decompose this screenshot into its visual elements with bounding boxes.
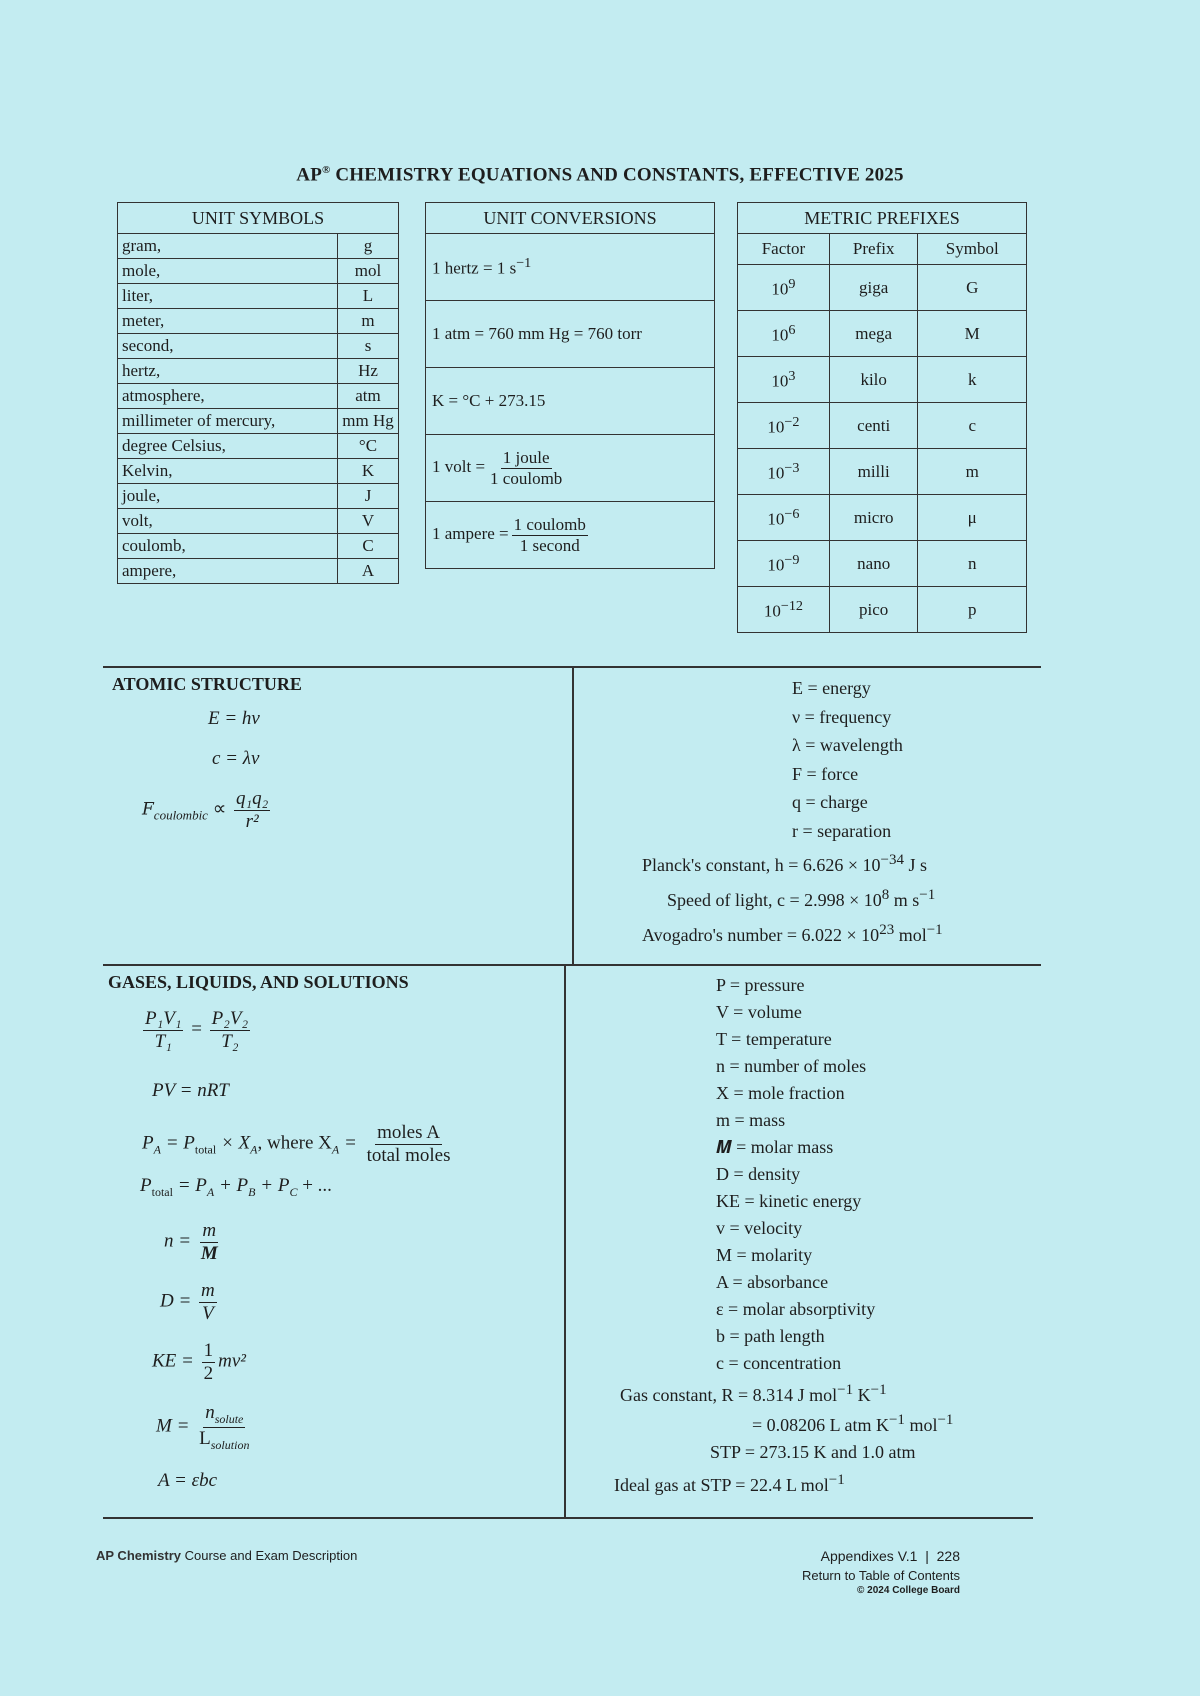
equation-light: c = λν — [212, 748, 260, 769]
unit-conversions-table — [425, 202, 715, 569]
unit-symbol: m — [338, 309, 399, 334]
prefix-name: kilo — [829, 357, 918, 403]
unit-conversions-header: UNIT CONVERSIONS — [426, 203, 715, 234]
unit-row — [118, 384, 399, 409]
unit-row — [118, 259, 399, 284]
atm-conversion: 1 atm = 760 mm Hg = 760 torr — [426, 301, 715, 368]
prefix-row — [738, 403, 1027, 449]
unit-name: millimeter of mercury, — [118, 409, 338, 434]
prefix-factor: $10^6$ — [738, 311, 830, 357]
gas-definition: b = path length — [716, 1326, 825, 1346]
ideal-gas-stp: Ideal gas at STP = 22.4 L mol$^{-1}$ — [614, 1472, 845, 1495]
gas-definition: M = molarity — [716, 1245, 813, 1265]
unit-symbol: A — [338, 559, 399, 584]
atomic-definition: r = separation — [792, 820, 892, 841]
unit-name: joule, — [118, 484, 338, 509]
prefix-name: giga — [829, 265, 918, 311]
gas-constant-1: Gas constant, R = 8.314 J mol$^{-1}$ $K^{-1}$ — [620, 1382, 887, 1405]
page-number: 228 — [936, 1548, 960, 1564]
prefix-symbol: G — [918, 265, 1027, 311]
equation-density: D = $\frac{m}{V}$ — [160, 1280, 215, 1324]
unit-name: liter, — [118, 284, 338, 309]
unit-symbols-table — [117, 202, 399, 584]
prefix-symbol: n — [918, 541, 1027, 587]
footer-page-info: Appendixes V.1 | 228 Return to Table of Contents © 2024 College Board — [801, 1548, 960, 1596]
unit-name: hertz, — [118, 359, 338, 384]
gas-definitions — [716, 972, 875, 1377]
appendix-label: Appendixes V.1 — [820, 1548, 918, 1564]
stp-definition: STP = 273.15 K and 1.0 atm — [710, 1442, 916, 1462]
unit-symbol: atm — [338, 384, 399, 409]
prefix-row — [738, 449, 1027, 495]
hertz-conversion: 1 hertz = 1 $s^{-1}$ — [426, 234, 715, 301]
unit-symbol: g — [338, 234, 399, 259]
equation-kinetic-energy: KE = $\frac{1}{2}$ mv² — [152, 1340, 246, 1384]
prefix-symbol: c — [918, 403, 1027, 449]
prefix-factor: $10^{-9}$ — [738, 541, 830, 587]
equation-partial-pressure: $P_A = P_{total} \times X_A$, where $X_A$ = $\frac{\text{moles A}}{\text{total moles}}$ — [142, 1122, 451, 1166]
unit-symbols-header: UNIT SYMBOLS — [118, 203, 399, 234]
gas-definition: ε = molar absorptivity — [716, 1299, 876, 1319]
equation-combined-gas: $\frac{\text{P₁V₁}}{\text{T₁}}$ = $\frac{\text{P₂V₂}}{\text{T₂}}$ — [145, 1008, 249, 1052]
prefix-name: centi — [829, 403, 918, 449]
unit-row — [118, 309, 399, 334]
prefix-symbol: p — [918, 587, 1027, 633]
section-divider-middle — [103, 964, 1041, 966]
unit-name: ampere, — [118, 559, 338, 584]
atomic-definition: q = charge — [792, 792, 868, 812]
unit-symbol: L — [338, 284, 399, 309]
gas-definition: V = volume — [716, 1002, 802, 1022]
prefix-factor: $10^3$ — [738, 357, 830, 403]
unit-symbol: C — [338, 534, 399, 559]
prefix-name: nano — [829, 541, 918, 587]
footer-course-title: AP Chemistry Course and Exam Description — [96, 1548, 358, 1563]
unit-name: degree Celsius, — [118, 434, 338, 459]
prefix-row — [738, 357, 1027, 403]
prefix-symbol: M — [918, 311, 1027, 357]
unit-name: atmosphere, — [118, 384, 338, 409]
speed-of-light: Speed of light, $c = 2.998 \times 10^8$ m $s^{-1}$ — [667, 887, 936, 910]
unit-row — [118, 484, 399, 509]
unit-symbol: s — [338, 334, 399, 359]
column-divider-atomic — [572, 666, 574, 964]
col-symbol: Symbol — [918, 234, 1027, 265]
col-factor: Factor — [738, 234, 830, 265]
prefix-factor: $10^{-6}$ — [738, 495, 830, 541]
prefix-symbol: μ — [918, 495, 1027, 541]
unit-symbol: Hz — [338, 359, 399, 384]
gases-heading: GASES, LIQUIDS, AND SOLUTIONS — [108, 972, 409, 992]
equation-molarity: M = $\frac{n_{solute}}{L_{solution}}$ — [156, 1402, 250, 1452]
equation-total-pressure: $P_{total} = P_A + P_B + P_C$ + ... — [140, 1175, 332, 1199]
gas-constant-2: = 0.08206 L atm $K^{-1}$ mol$^{-1}$ — [752, 1412, 954, 1435]
metric-prefixes-header: METRIC PREFIXES — [738, 203, 1027, 234]
prefix-name: milli — [829, 449, 918, 495]
volt-conversion: 1 volt = $\frac{\text{1 joule}}{\text{1 coulomb}}$ — [426, 435, 715, 502]
unit-name: volt, — [118, 509, 338, 534]
prefix-row — [738, 587, 1027, 633]
ampere-conversion: 1 ampere = $\frac{\text{1 coulomb}}{\text{1 second}}$ — [426, 502, 715, 569]
unit-row — [118, 509, 399, 534]
col-prefix: Prefix — [829, 234, 918, 265]
gas-definition: T = temperature — [716, 1029, 832, 1049]
gas-definition: v = velocity — [716, 1218, 803, 1238]
unit-symbol: K — [338, 459, 399, 484]
page-title: AP® CHEMISTRY EQUATIONS AND CONSTANTS, EFFECTIVE 2025 — [296, 164, 904, 186]
prefix-row — [738, 265, 1027, 311]
equation-beer-lambert: A = εbc — [158, 1470, 218, 1491]
prefix-row — [738, 495, 1027, 541]
gas-definition: c = concentration — [716, 1353, 842, 1373]
unit-row — [118, 409, 399, 434]
planck-constant: Planck's constant, $h = 6.626 \times 10^{-34}$ J s — [642, 852, 928, 875]
prefix-row — [738, 541, 1027, 587]
prefix-symbol: m — [918, 449, 1027, 495]
unit-symbol: mm Hg — [338, 409, 399, 434]
unit-name: second, — [118, 334, 338, 359]
column-divider-gases — [564, 964, 566, 1517]
prefix-name: mega — [829, 311, 918, 357]
prefix-name: micro — [829, 495, 918, 541]
atomic-definition: ν = frequency — [792, 706, 892, 727]
metric-prefixes-table — [737, 202, 1027, 633]
equation-moles: n = $\frac{m}{M}$ — [164, 1220, 218, 1264]
atomic-definition: λ = wavelength — [792, 735, 903, 755]
avogadro-number: Avogadro's number = $6.022 \times 10^{23}$ mol$^{-1}$ — [642, 922, 943, 945]
section-divider-bottom — [103, 1517, 1033, 1519]
return-to-toc-link[interactable]: Return to Table of Contents — [801, 1568, 960, 1583]
prefix-row — [738, 311, 1027, 357]
unit-row — [118, 534, 399, 559]
prefix-factor: $10^{-2}$ — [738, 403, 830, 449]
atomic-definitions — [792, 674, 903, 845]
gas-definition: P = pressure — [716, 975, 805, 995]
gas-definition: m = mass — [716, 1110, 786, 1130]
unit-row — [118, 559, 399, 584]
prefix-factor: $10^{-3}$ — [738, 449, 830, 495]
gas-definition: X = mole fraction — [716, 1083, 845, 1103]
equation-ideal-gas: PV = nRT — [152, 1080, 229, 1101]
kelvin-conversion: K = °C + 273.15 — [426, 368, 715, 435]
gas-definition: D = density — [716, 1164, 801, 1184]
gas-definition: KE = kinetic energy — [716, 1191, 862, 1211]
unit-name: mole, — [118, 259, 338, 284]
copyright-notice: © 2024 College Board — [857, 1585, 960, 1596]
gas-definition: 𝑴 = molar mass — [716, 1137, 834, 1157]
gas-definition: n = number of moles — [716, 1056, 867, 1076]
unit-row — [118, 334, 399, 359]
unit-row — [118, 284, 399, 309]
prefix-name: pico — [829, 587, 918, 633]
atomic-definition: E = energy — [792, 678, 871, 698]
unit-name: meter, — [118, 309, 338, 334]
unit-symbol: J — [338, 484, 399, 509]
unit-symbol: °C — [338, 434, 399, 459]
equation-energy: E = hν — [208, 708, 260, 729]
equation-coulomb: $F_{coulombic}$ ∝ $\frac{\text{q₁q₂}}{\text{r²}}$ — [142, 788, 269, 832]
unit-name: Kelvin, — [118, 459, 338, 484]
unit-row — [118, 434, 399, 459]
gas-definition: A = absorbance — [716, 1272, 829, 1292]
unit-row — [118, 234, 399, 259]
unit-symbol: mol — [338, 259, 399, 284]
unit-row — [118, 459, 399, 484]
unit-symbol: V — [338, 509, 399, 534]
atomic-structure-heading: ATOMIC STRUCTURE — [112, 674, 302, 694]
prefix-factor: $10^9$ — [738, 265, 830, 311]
prefix-symbol: k — [918, 357, 1027, 403]
prefix-factor: $10^{-12}$ — [738, 587, 830, 633]
unit-name: gram, — [118, 234, 338, 259]
unit-name: coulomb, — [118, 534, 338, 559]
unit-row — [118, 359, 399, 384]
atomic-definition: F = force — [792, 763, 859, 784]
